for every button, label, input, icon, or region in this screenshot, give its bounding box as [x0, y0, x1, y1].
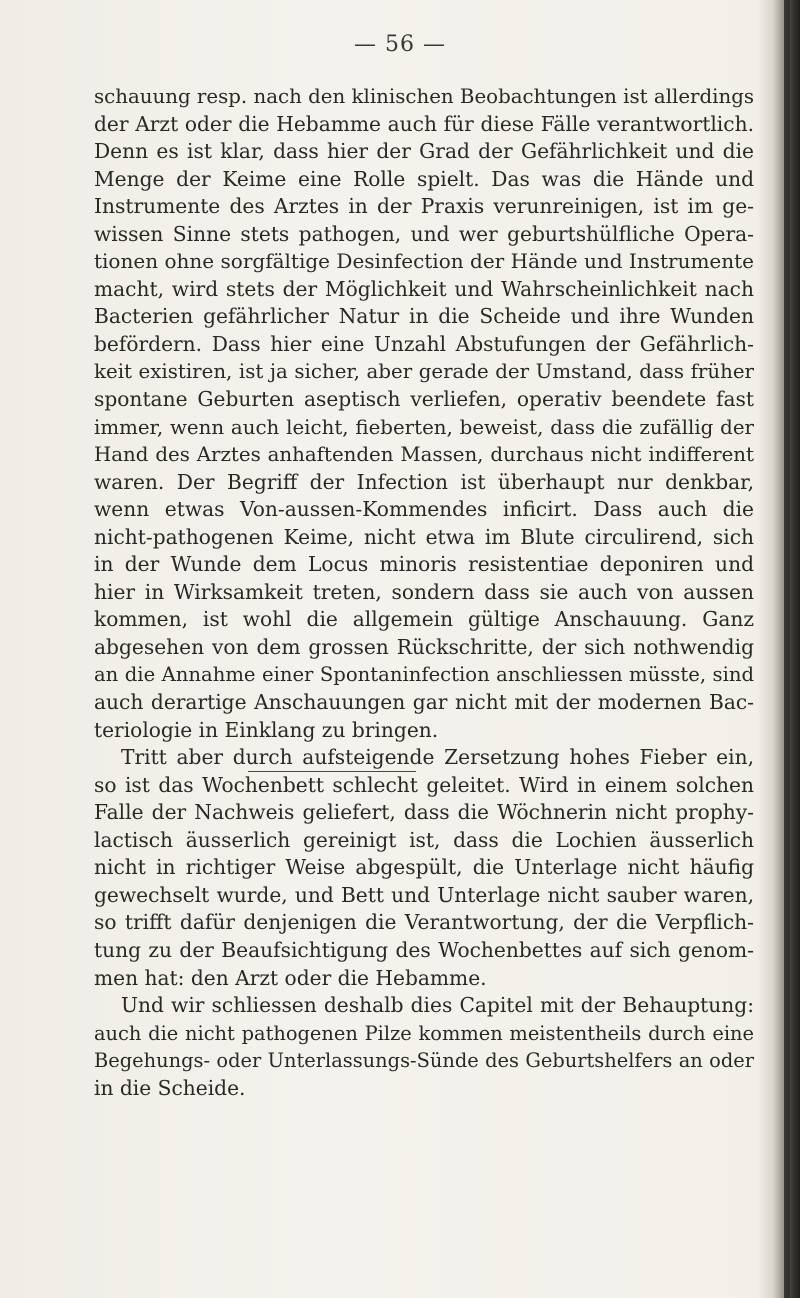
- text-line: tionen ohne sorgfältige Desinfection der Hände und Instrumente: [94, 249, 754, 274]
- text-line: nicht-pathogenen Keime, nicht etwa im Blute circulirend, sich: [94, 524, 754, 549]
- text-line: Menge der Keime eine Rolle spielt. Das was die Hände und: [94, 166, 754, 191]
- text-line: schauung resp. nach den klinischen Beobachtungen ist allerdings: [94, 85, 755, 108]
- gutter-shadow: [784, 0, 790, 1298]
- text-line: so ist das Wochenbett schlecht geleitet. Wird in einem solchen: [94, 772, 754, 797]
- text-line: der Arzt oder die Hebamme auch für diese Fälle verantwortlich.: [94, 111, 754, 136]
- text-line: keit existiren, ist ja sicher, aber gerade der Umstand, dass früher: [94, 360, 754, 384]
- text-line: wissen Sinne stets pathogen, und wer geburtshülfliche Opera-: [94, 221, 754, 246]
- text-line: auch derartige Anschauungen gar nicht mit der modernen Bac-: [94, 690, 754, 715]
- text-line: gewechselt wurde, und Bett und Unterlage nicht sauber waren,: [94, 882, 754, 907]
- text-line: wenn etwas Von-aussen-Kommendes inficirt. Dass auch die: [94, 497, 754, 522]
- text-line: macht, wird stets der Möglichkeit und Wahrscheinlichkeit nach: [94, 276, 754, 301]
- text-line: Denn es ist klar, dass hier der Grad der Gefährlichkeit und die: [94, 139, 754, 164]
- text-line: teriologie in Einklang zu bringen.: [94, 717, 439, 742]
- text-line: immer, wenn auch leicht, fieberten, beweist, dass die zufällig der: [94, 415, 754, 439]
- text-line: Falle der Nachweis geliefert, dass die Wöchnerin nicht prophy-: [94, 800, 754, 825]
- text-line: lactisch äusserlich gereinigt ist, dass die Lochien äusserlich: [94, 827, 754, 852]
- body-text: [94, 83, 754, 1102]
- text-line: nicht in richtiger Weise abgespült, die Unterlage nicht häufig: [94, 855, 754, 880]
- text-line: kommen, ist wohl die allgemein gültige Anschauung. Ganz: [94, 607, 754, 632]
- text-line: an die Annahme einer Spontaninfection anschliessen müsste, sind: [94, 663, 754, 687]
- text-line: Tritt aber durch aufsteigende Zersetzung hohes Fieber ein,: [121, 745, 754, 770]
- text-line: hier in Wirksamkeit treten, sondern dass sie auch von aussen: [94, 579, 754, 604]
- text-line: Instrumente des Arztes in der Praxis verunreinigen, ist im ge-: [94, 194, 754, 219]
- text-line: auch die nicht pathogenen Pilze kommen meistentheils durch eine: [94, 1021, 754, 1045]
- text-line: Und wir schliessen deshalb dies Capitel mit der Behauptung:: [121, 993, 754, 1018]
- book-gutter: [758, 0, 800, 1298]
- text-line: tung zu der Beaufsichtigung des Wochenbettes auf sich genom-: [94, 937, 754, 962]
- text-line: waren. Der Begriff der Infection ist überhaupt nur denkbar,: [94, 469, 754, 494]
- text-line: Hand des Arztes anhaftenden Massen, durchaus nicht indifferent: [94, 443, 754, 467]
- text-line: in der Wunde dem Locus minoris resistentiae deponiren und: [94, 552, 754, 577]
- text-line: Begehungs- oder Unterlassungs-Sünde des Geburtshelfers an oder: [94, 1049, 754, 1073]
- text-line: men hat: den Arzt oder die Hebamme.: [94, 965, 487, 990]
- end-rule: [248, 771, 416, 772]
- page-number: — 56 —: [354, 32, 446, 57]
- text-line: abgesehen von dem grossen Rückschritte, der sich nothwendig: [94, 634, 754, 659]
- text-line: so trifft dafür denjenigen die Verantwortung, der die Verpflich-: [94, 910, 754, 935]
- text-line: Bacterien gefährlicher Natur in die Scheide und ihre Wunden: [94, 304, 754, 329]
- text-line: befördern. Dass hier eine Unzahl Abstufungen der Gefährlich-: [94, 331, 754, 356]
- text-line: spontane Geburten aseptisch verliefen, operativ beendete fast: [94, 387, 754, 412]
- text-line: in die Scheide.: [94, 1075, 246, 1100]
